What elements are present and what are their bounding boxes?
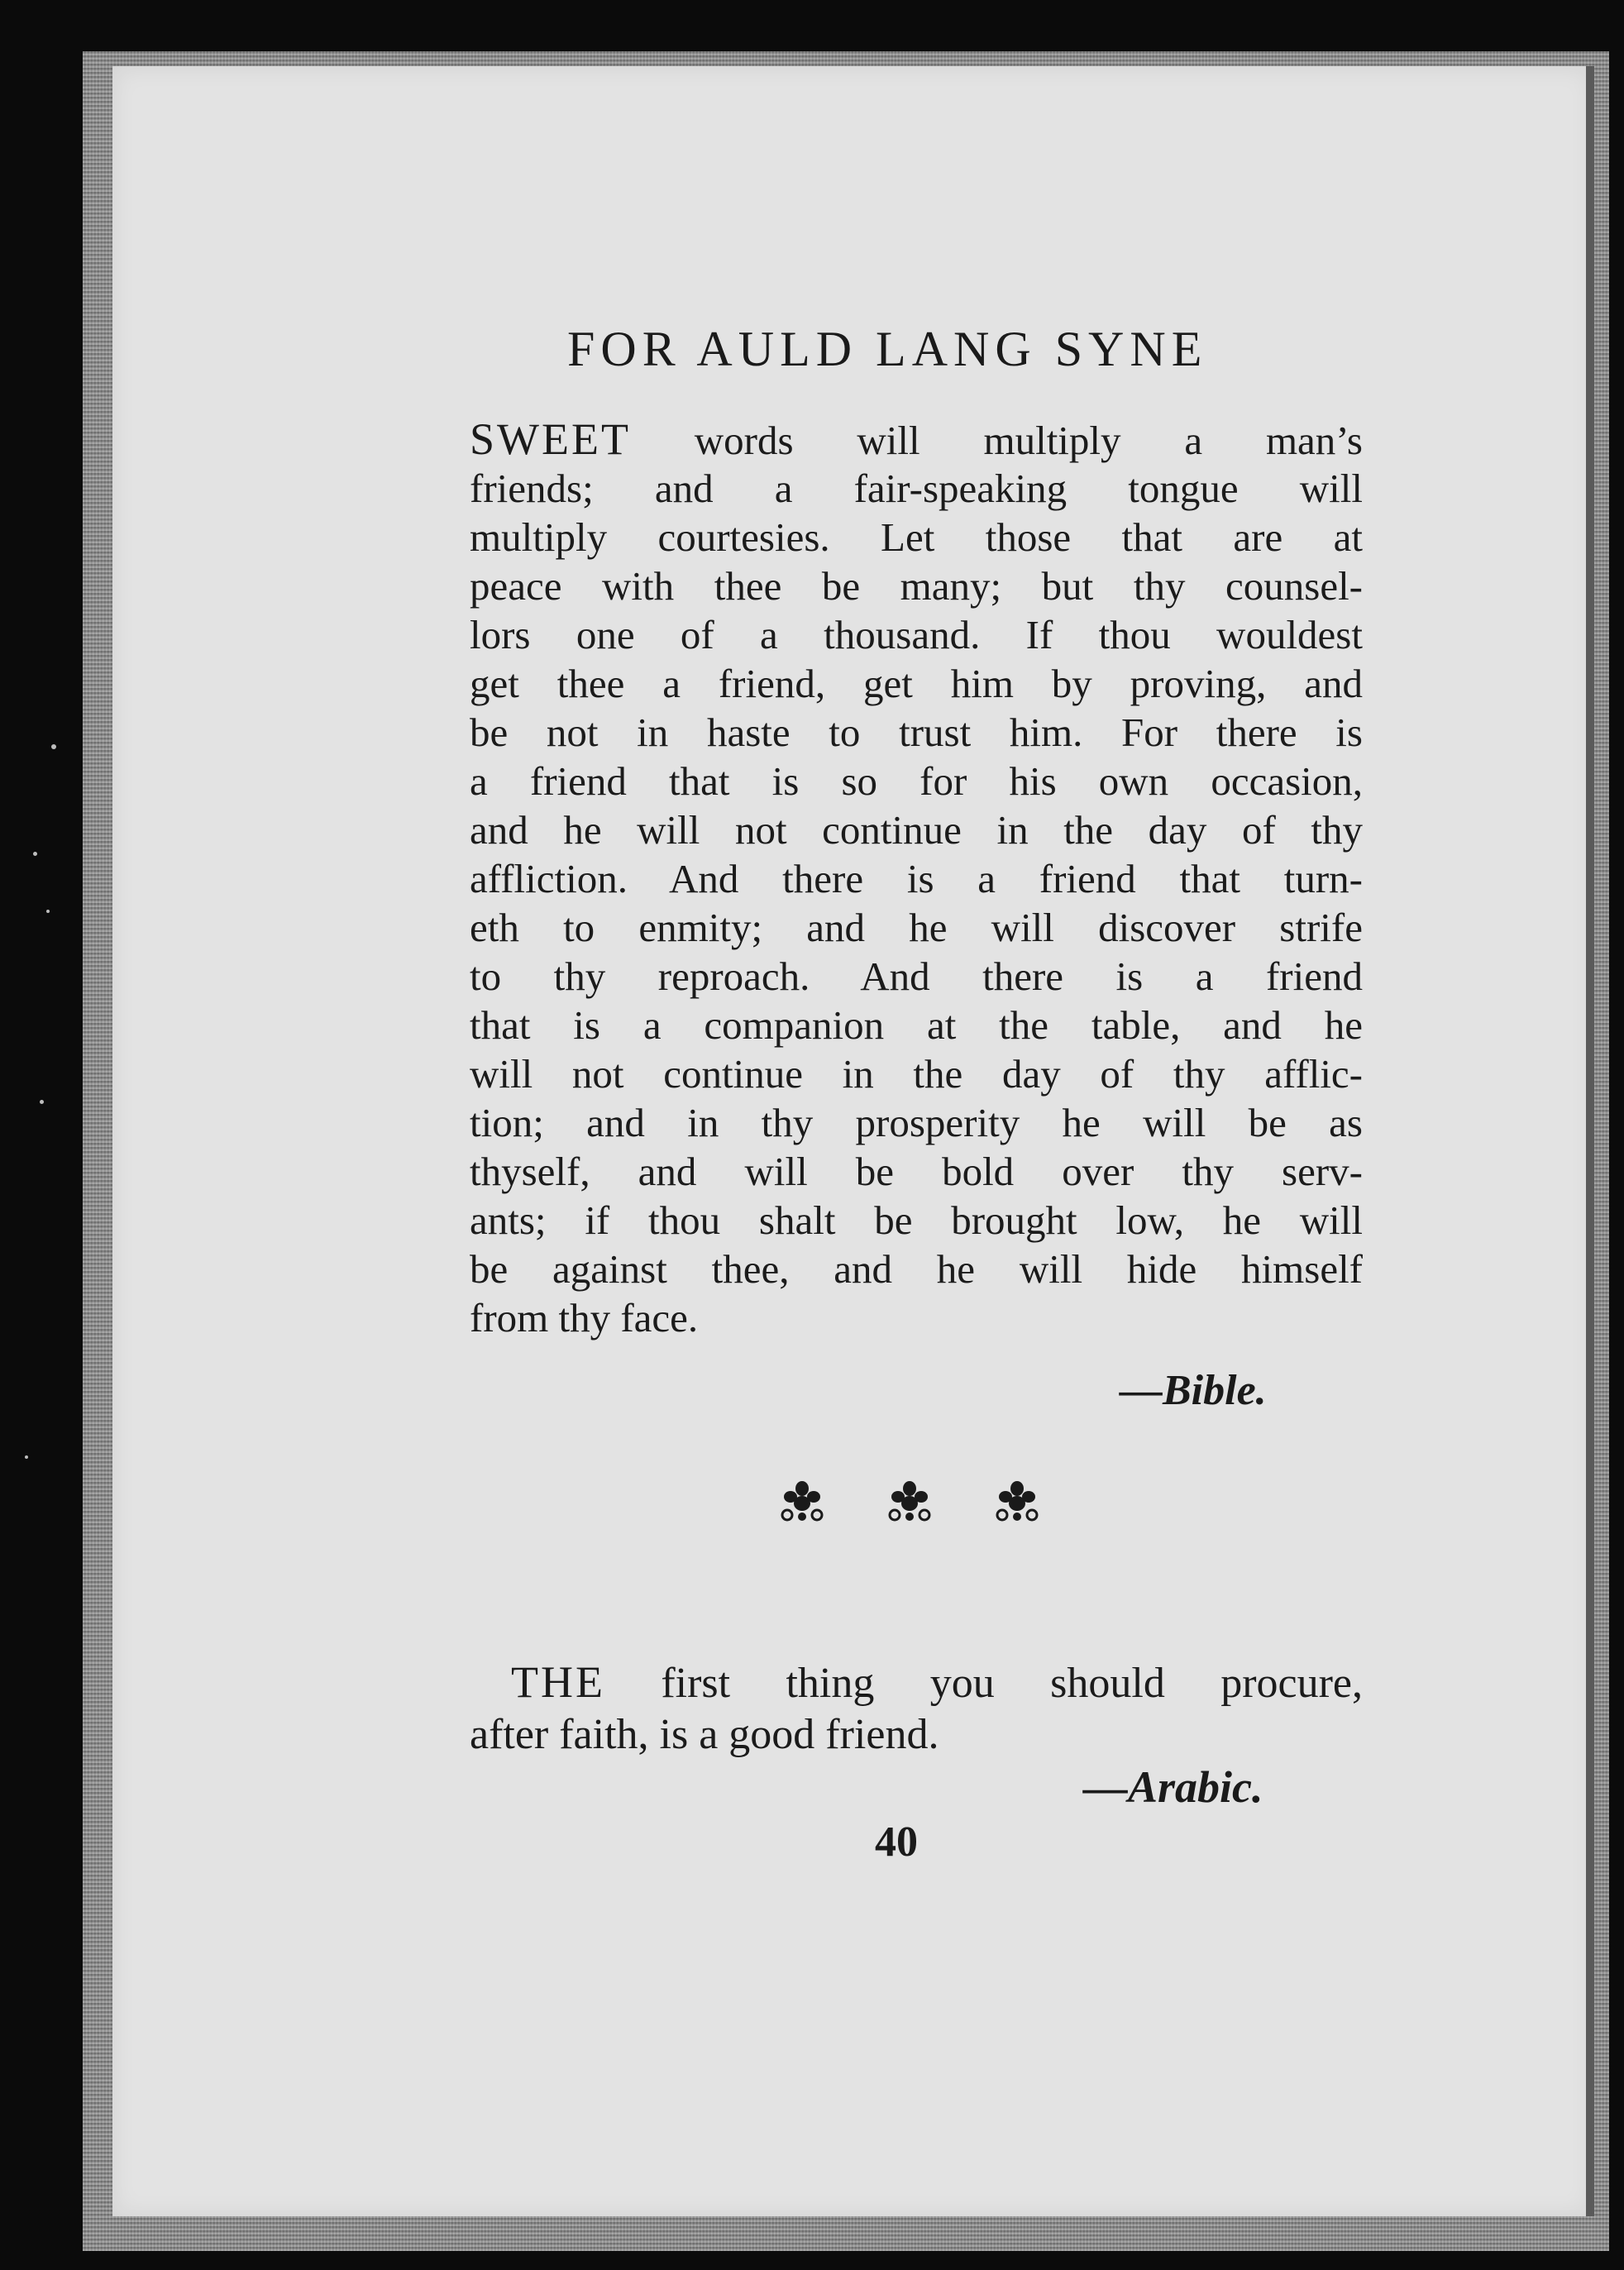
text-line: be not in haste to trust him. For there is <box>470 710 1363 755</box>
text-line: that is a companion at the table, and he <box>470 1002 1363 1048</box>
page-title: FOR AULD LANG SYNE <box>567 322 1208 376</box>
page-number: 40 <box>875 1818 918 1866</box>
text-line: tion; and in thy prosperity he will be as <box>470 1100 1363 1145</box>
line-text: first thing you should procure, <box>604 1660 1363 1707</box>
text-line: peace with thee be many; but thy counsel- <box>470 563 1363 609</box>
text-line: thyself, and will be bold over thy serv- <box>470 1149 1363 1194</box>
lead-word: SWEET <box>470 415 631 464</box>
text-line: from thy face. <box>470 1295 699 1340</box>
text-line: friends; and a fair-speaking tongue will <box>470 466 1363 511</box>
text-line <box>470 415 1363 464</box>
passage-arabic <box>470 1656 1363 1761</box>
text-line <box>470 1656 1363 1708</box>
text-line: lors one of a thousand. If thou wouldest <box>470 612 1363 657</box>
scan-speck <box>46 910 50 913</box>
text-line: be against thee, and he will hide himself <box>470 1246 1363 1292</box>
text-line: a friend that is so for his own occasion, <box>470 758 1363 804</box>
attribution-bible: —Bible. <box>1120 1367 1267 1414</box>
passage-bible <box>470 415 1363 1342</box>
text-line: multiply courtesies. Let those that are at <box>470 514 1363 560</box>
text-line: after faith, is a good friend. <box>470 1711 939 1758</box>
attribution-arabic: —Arabic. <box>1083 1762 1263 1812</box>
fleuron-icon <box>885 1477 934 1527</box>
text-line: affliction. And there is a friend that turn- <box>470 856 1363 901</box>
lead-word: THE <box>511 1657 605 1707</box>
text-line: get thee a friend, get him by proving, and <box>470 661 1363 706</box>
line-text: words will multiply a man’s <box>630 418 1363 463</box>
fleuron-icon <box>777 1477 827 1527</box>
text-line: to thy reproach. And there is a friend <box>470 953 1363 999</box>
scan-speck <box>33 852 37 856</box>
text-line: ants; if thou shalt be brought low, he will <box>470 1197 1363 1243</box>
text-line: and he will not continue in the day of thy <box>470 807 1363 853</box>
page-edge <box>1586 66 1594 2216</box>
fleuron-icon <box>992 1477 1042 1527</box>
ornament-divider <box>777 1477 1042 1527</box>
scan-speck <box>25 1455 28 1459</box>
scan-speck <box>51 744 56 749</box>
scan-speck <box>40 1100 44 1104</box>
text-line: eth to enmity; and he will discover strife <box>470 905 1363 950</box>
text-line: will not continue in the day of thy afflic- <box>470 1051 1363 1097</box>
